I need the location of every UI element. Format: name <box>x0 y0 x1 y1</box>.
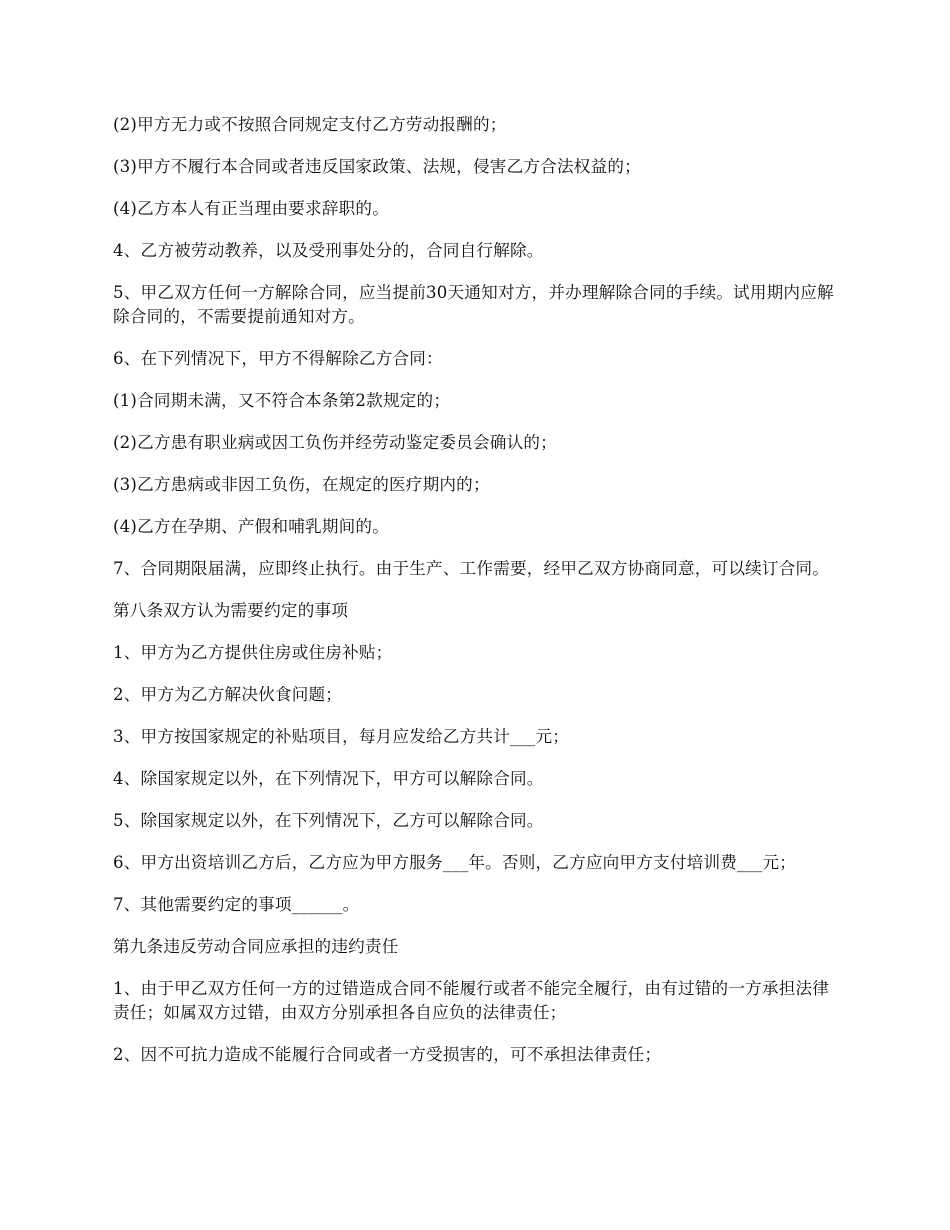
paragraph-article-9-item-2: 2、因不可抗力造成不能履行合同或者一方受损害的，可不承担法律责任； <box>113 1045 662 1064</box>
paragraph-item-2-clause: (2)甲方无力或不按照合同规定支付乙方劳动报酬的； <box>113 115 507 134</box>
paragraph-subitem-4: (4)乙方在孕期、产假和哺乳期间的。 <box>113 517 390 536</box>
paragraph-point-7: 7、合同期限届满，应即终止执行。由于生产、工作需要，经甲乙双方协商同意，可以续订合同。 <box>113 559 830 578</box>
section-heading-article-8: 第八条双方认为需要约定的事项 <box>113 601 349 620</box>
paragraph-article-9-item-1: 1、由于甲乙双方任何一方的过错造成合同不能履行或者不能完全履行，由有过错的一方承担法律责任；如属双方过错，由双方分别承担各自应负的法律责任； <box>113 979 830 1022</box>
paragraph-subitem-1: (1)合同期未满，又不符合本条第2款规定的； <box>113 391 451 410</box>
paragraph-article-8-item-3: 3、甲方按国家规定的补贴项目，每月应发给乙方共计___元； <box>113 727 570 746</box>
paragraph-article-8-item-1: 1、甲方为乙方提供住房或住房补贴； <box>113 643 393 662</box>
paragraph-article-8-item-5: 5、除国家规定以外，在下列情况下，乙方可以解除合同。 <box>113 811 544 830</box>
section-heading-article-9: 第九条违反劳动合同应承担的违约责任 <box>113 937 399 956</box>
paragraph-article-8-item-7: 7、其他需要约定的事项______。 <box>113 895 360 914</box>
paragraph-subitem-3: (3)乙方患病或非因工负伤，在规定的医疗期内的； <box>113 475 490 494</box>
paragraph-item-3-clause: (3)甲方不履行本合同或者违反国家政策、法规，侵害乙方合法权益的； <box>113 157 641 176</box>
paragraph-subitem-2: (2)乙方患有职业病或因工负伤并经劳动鉴定委员会确认的； <box>113 433 557 452</box>
paragraph-point-5: 5、甲乙双方任何一方解除合同，应当提前30天通知对方，并办理解除合同的手续。试用期内应解除合同的，不需要提前通知对方。 <box>113 283 834 326</box>
paragraph-article-8-item-6: 6、甲方出资培训乙方后，乙方应为甲方服务___年。否则，乙方应向甲方支付培训费___元； <box>113 853 797 872</box>
paragraph-article-8-item-4: 4、除国家规定以外，在下列情况下，甲方可以解除合同。 <box>113 769 544 788</box>
paragraph-item-4-clause: (4)乙方本人有正当理由要求辞职的。 <box>113 199 390 218</box>
paragraph-article-8-item-2: 2、甲方为乙方解决伙食问题； <box>113 685 343 704</box>
paragraph-point-4: 4、乙方被劳动教养，以及受刑事处分的，合同自行解除。 <box>113 241 544 260</box>
paragraph-point-6: 6、在下列情况下，甲方不得解除乙方合同： <box>113 349 443 368</box>
